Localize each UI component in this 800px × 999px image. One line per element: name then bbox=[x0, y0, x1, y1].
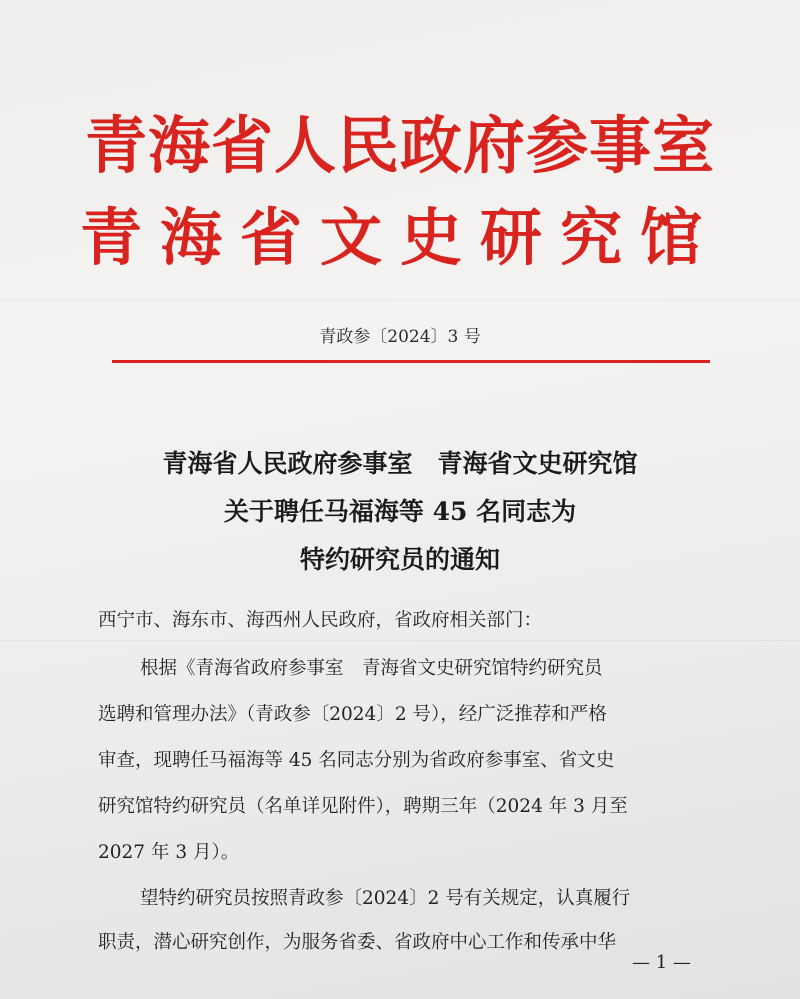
body-line: 研究馆特约研究员（名单详见附件），聘期三年（2024 年 3 月至 bbox=[98, 796, 628, 817]
document-number: 青政参〔2024〕3 号 bbox=[319, 327, 481, 347]
paper-crease bbox=[0, 300, 800, 301]
body-line: 选聘和管理办法》（青政参〔2024〕2 号），经广泛推荐和严格 bbox=[98, 704, 607, 725]
notice-title-line-1: 青海省人民政府参事室 青海省文史研究馆 bbox=[162, 449, 638, 478]
body-line: 根据《青海省政府参事室 青海省文史研究馆特约研究员 bbox=[140, 658, 603, 679]
body-line: 审查，现聘任马福海等 45 名同志分别为省政府参事室、省文史 bbox=[98, 750, 615, 771]
paper-crease bbox=[0, 640, 800, 641]
header-agency-2: 青海省文史研究馆 bbox=[79, 201, 720, 274]
notice-title-line-2: 关于聘任马福海等 45 名同志为 bbox=[223, 497, 577, 526]
addressee-line: 西宁市、海东市、海西州人民政府，省政府相关部门： bbox=[98, 610, 543, 631]
header-agency-1: 青海省人民政府参事室 bbox=[84, 109, 715, 182]
body-line: 2027 年 3 月）。 bbox=[98, 842, 240, 863]
red-separator-line bbox=[112, 360, 710, 363]
notice-title-line-3: 特约研究员的通知 bbox=[299, 545, 500, 574]
body-line: 职责，潜心研究创作，为服务省委、省政府中心工作和传承中华 bbox=[98, 932, 617, 953]
body-line: 望特约研究员按照青政参〔2024〕2 号有关规定，认真履行 bbox=[140, 888, 631, 909]
page-number: — 1 — bbox=[632, 952, 691, 973]
